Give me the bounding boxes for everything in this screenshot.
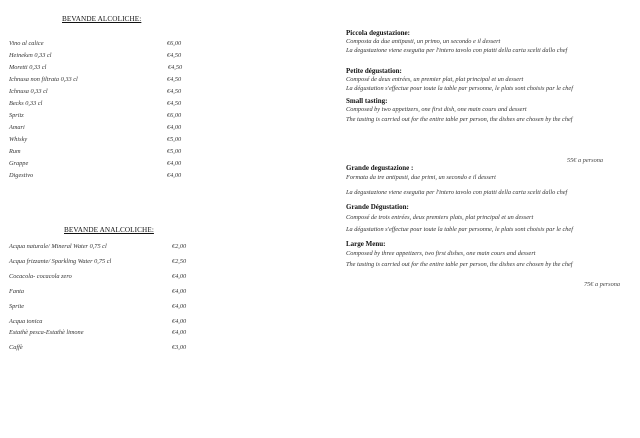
drink-row bbox=[9, 344, 189, 354]
drink-name: Fanta bbox=[9, 288, 25, 295]
drink-row bbox=[9, 100, 189, 110]
small-tasting-title-en: Small tasting: bbox=[346, 97, 388, 105]
large-tasting-title-en: Large Menu: bbox=[346, 240, 386, 248]
large-tasting-line-fr: Composé de trois entrées, deux premiers plats, plat principal et un dessert bbox=[346, 214, 534, 221]
non-alcoholic-drinks-heading: BEVANDE ANALCOLICHE: bbox=[64, 226, 154, 234]
drink-row bbox=[9, 318, 189, 328]
large-tasting-price: 75€ a persona bbox=[584, 281, 621, 288]
drink-price: €4,50 bbox=[167, 88, 182, 95]
drink-price: €4,00 bbox=[172, 303, 187, 310]
drink-row bbox=[9, 258, 189, 268]
small-tasting-line-en: Composed by two appetizers, one first dish, one main cours and dessert bbox=[346, 106, 527, 113]
drink-row bbox=[9, 329, 189, 339]
large-tasting-line-it: La degustazione viene eseguita per l'intero tavolo con piatti della carta scelti dallo chef bbox=[346, 189, 568, 196]
drink-name: Acqua naturale/ Mineral Water 0,75 cl bbox=[9, 243, 107, 250]
drink-price: €4,00 bbox=[172, 288, 187, 295]
drink-price: €4,50 bbox=[167, 100, 182, 107]
drink-price: €3,00 bbox=[172, 344, 187, 351]
drink-price: €2,50 bbox=[172, 258, 187, 265]
small-tasting-title-fr: Petite dégustation: bbox=[346, 67, 402, 75]
drink-name: Acqua frizzante/ Sparkling Water 0,75 cl bbox=[9, 258, 112, 265]
large-tasting-line-fr: La dégustation s'effectue pour toute la table par personne, le plats sont choisis par le chef bbox=[346, 226, 573, 233]
small-tasting-line-it: Composta da due antipasti, un primo, un secondo e il dessert bbox=[346, 38, 501, 45]
large-tasting-title-fr: Grande Dégustation: bbox=[346, 203, 409, 211]
drink-row bbox=[9, 273, 189, 283]
drink-name: Estathè pesca-Estathè limone bbox=[9, 329, 84, 336]
drink-price: €4,50 bbox=[168, 64, 183, 71]
drink-name: Becks 0,33 cl bbox=[9, 100, 43, 107]
drink-name: Whisky bbox=[9, 136, 28, 143]
drink-row bbox=[9, 88, 189, 98]
drink-price: €6,00 bbox=[167, 40, 182, 47]
small-tasting-line-fr: Composé de deux entrées, un premier plat, plat principal et un dessert bbox=[346, 76, 524, 83]
drink-name: Moretti 0,33 cl bbox=[9, 64, 47, 71]
drink-row bbox=[9, 243, 189, 253]
drink-price: €4,50 bbox=[167, 52, 182, 59]
drink-name: Ichnusa non filtrata 0,33 cl bbox=[9, 76, 78, 83]
drink-price: €2,00 bbox=[172, 243, 187, 250]
large-tasting-line-en: The tasting is carried out for the entire table per person, the dishes are chosen by the chef bbox=[346, 261, 573, 268]
drink-row bbox=[9, 136, 189, 146]
drink-name: Acqua tonica bbox=[9, 318, 43, 325]
drink-price: €5,00 bbox=[167, 148, 182, 155]
small-tasting-line-en: The tasting is carried out for the entire table per person, the dishes are chosen by the chef bbox=[346, 116, 573, 123]
drink-name: Rum bbox=[9, 148, 21, 155]
drink-price: €4,00 bbox=[172, 318, 187, 325]
drink-price: €4,50 bbox=[167, 76, 182, 83]
small-tasting-title-it: Piccola degustazione: bbox=[346, 29, 410, 37]
small-tasting-line-it: La degustazione viene eseguita per l'intero tavolo con piatti della carta scelti dallo chef bbox=[346, 47, 568, 54]
drink-name: Sprite bbox=[9, 303, 25, 310]
drink-name: Cocacola- cocacola zero bbox=[9, 273, 72, 280]
small-tasting-price: 55€ a persona bbox=[567, 157, 604, 164]
drink-price: €4,00 bbox=[167, 160, 182, 167]
drink-row bbox=[9, 172, 189, 182]
drink-row bbox=[9, 112, 189, 122]
drink-price: €4,00 bbox=[167, 172, 182, 179]
drink-row bbox=[9, 148, 189, 158]
drink-name: Digestivo bbox=[9, 172, 34, 179]
drink-row bbox=[9, 64, 189, 74]
small-tasting-line-fr: La dégustation s'effectue pour toute la table par personne, le plats sont choisis par le chef bbox=[346, 85, 573, 92]
large-tasting-title-it: Grande degustazione : bbox=[346, 164, 414, 172]
drink-row bbox=[9, 40, 189, 50]
drink-price: €4,00 bbox=[172, 273, 187, 280]
drink-row bbox=[9, 52, 189, 62]
drink-name: Caffè bbox=[9, 344, 23, 351]
large-tasting-line-it: Formata da tre antipasti, due primi, un secondo e il dessert bbox=[346, 174, 496, 181]
drink-name: Spritz bbox=[9, 112, 24, 119]
drink-price: €4,00 bbox=[172, 329, 187, 336]
drink-name: Ichnusa 0,33 cl bbox=[9, 88, 48, 95]
drink-row bbox=[9, 124, 189, 134]
drink-name: Grappe bbox=[9, 160, 29, 167]
drink-row bbox=[9, 76, 189, 86]
drink-row bbox=[9, 303, 189, 313]
drink-price: €6,00 bbox=[167, 112, 182, 119]
drink-name: Heineken 0,33 cl bbox=[9, 52, 52, 59]
drink-name: Vino al calice bbox=[9, 40, 44, 47]
drink-price: €5,00 bbox=[167, 136, 182, 143]
drink-row bbox=[9, 288, 189, 298]
large-tasting-line-en: Composed by three appetizers, two first dishes, one main cours and dessert bbox=[346, 250, 536, 257]
drink-price: €4,00 bbox=[167, 124, 182, 131]
alcoholic-drinks-heading: BEVANDE ALCOLICHE: bbox=[62, 15, 142, 23]
drink-name: Amari bbox=[9, 124, 25, 131]
drink-row bbox=[9, 160, 189, 170]
